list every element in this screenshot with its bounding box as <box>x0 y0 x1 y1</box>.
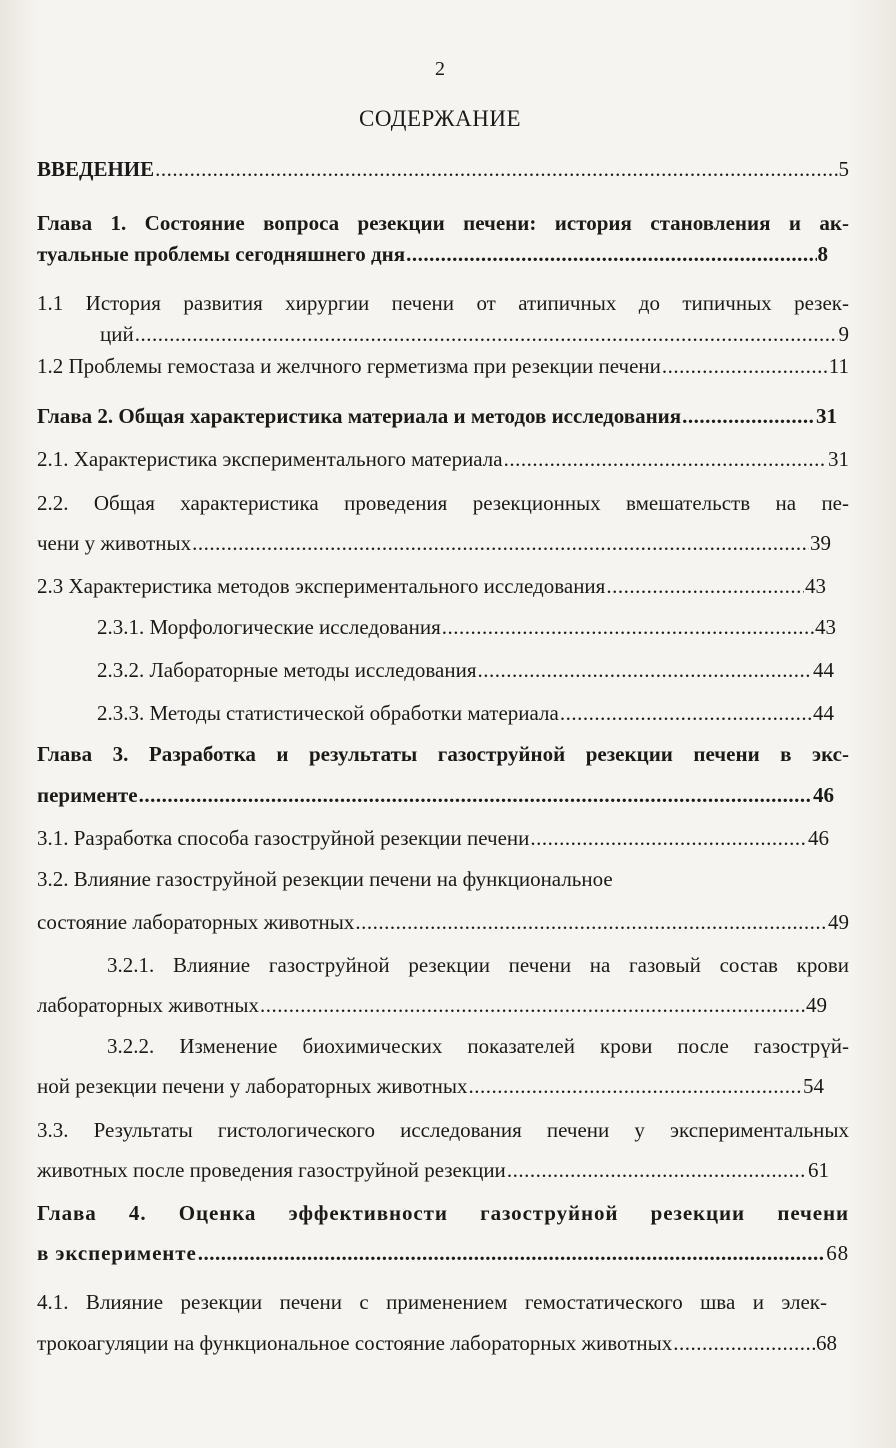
dot-leader <box>469 1073 802 1099</box>
toc-entry-section-3-2-2[interactable] <box>37 1073 824 1099</box>
toc-entry-title: состояние лабораторных животных <box>37 910 355 934</box>
toc-entry-section-1-1[interactable] <box>100 321 849 347</box>
toc-section-3-2-1-line1[interactable]: 3.2.1. Влияние газоструйной резекции печени на газовый состав крови <box>107 953 849 977</box>
toc-entry-title: 2.3.3. Методы статистической обработки материала <box>97 701 559 725</box>
toc-entry-title: чени у животных <box>37 531 192 555</box>
toc-section-4-1-line1[interactable]: 4.1. Влияние резекции печени с применением гемостатического шва и элек- <box>37 1290 827 1314</box>
dot-leader <box>198 1240 825 1266</box>
toc-entry-title: 2.1. Характеристика экспериментального материала <box>37 447 503 471</box>
dot-leader <box>139 782 812 808</box>
toc-page-number: 39 <box>810 531 831 555</box>
toc-page-number: 44 <box>813 701 834 725</box>
toc-section-3-2-2-line1[interactable]: 3.2.2. Изменение биохимических показателей крови после газострүй- <box>107 1034 849 1058</box>
toc-section-3-2-line1[interactable]: 3.2. Влияние газоструйной резекции печени на функциональное <box>37 867 613 891</box>
toc-page-number: 31 <box>816 404 837 428</box>
page-number: 2 <box>435 58 445 80</box>
toc-page-number: 44 <box>813 658 834 682</box>
dot-leader <box>606 573 804 599</box>
toc-chapter-3-line1[interactable]: Глава 3. Разработка и результаты газоструйной резекции печени в экс- <box>37 742 849 766</box>
dot-leader <box>682 403 815 429</box>
toc-entry-title: в эксперименте <box>37 1241 197 1265</box>
toc-entry-title: ной резекции печени у лабораторных животных <box>37 1074 468 1098</box>
toc-entry-chapter-4[interactable] <box>37 1240 849 1266</box>
toc-entry-section-4-1[interactable] <box>37 1330 837 1356</box>
toc-entry-intro[interactable] <box>37 156 849 182</box>
toc-entry-section-3-1[interactable] <box>37 825 829 851</box>
toc-entry-section-1-2[interactable] <box>37 353 849 379</box>
dot-leader <box>135 321 838 347</box>
toc-entry-title: животных после проведения газоструйной резекции <box>37 1158 506 1182</box>
dot-leader <box>673 1330 815 1356</box>
toc-page-number: 31 <box>828 447 849 471</box>
toc-section-3-3-line1[interactable]: 3.3. Результаты гистологического исследования печени у экспериментальных <box>37 1118 849 1142</box>
toc-entry-section-3-2-1[interactable] <box>37 992 827 1018</box>
dot-leader <box>192 530 809 556</box>
toc-entry-chapter-1[interactable] <box>37 241 828 267</box>
toc-page-number: 46 <box>813 783 834 807</box>
toc-entry-chapter-3[interactable] <box>37 782 834 808</box>
dot-leader <box>406 241 816 267</box>
toc-entry-section-2-3-1[interactable] <box>97 614 836 640</box>
toc-entry-title: ций <box>100 322 134 346</box>
toc-page-number: 43 <box>805 574 826 598</box>
toc-entry-chapter-2[interactable] <box>37 403 837 429</box>
toc-page-number: 11 <box>828 354 849 378</box>
toc-entry-section-2-3-3[interactable] <box>97 700 834 726</box>
toc-chapter-4-line1[interactable]: Глава 4. Оценка эффективности газоструйной резекции печени <box>37 1201 849 1225</box>
toc-entry-title: трокоагуляции на функциональное состояние лабораторных животных <box>37 1331 673 1355</box>
toc-entry-section-2-1[interactable] <box>37 446 849 472</box>
dot-leader <box>560 700 812 726</box>
toc-entry-section-3-3[interactable] <box>37 1157 829 1183</box>
toc-page-number: 5 <box>838 157 849 181</box>
toc-page-number: 8 <box>817 242 828 266</box>
toc-entry-title: туальные проблемы сегодняшнего дня <box>37 242 406 266</box>
toc-entry-section-2-3-2[interactable] <box>97 657 834 683</box>
toc-entry-section-2-3[interactable] <box>37 573 826 599</box>
toc-entry-title: ВВЕДЕНИЕ <box>37 157 155 181</box>
dot-leader <box>155 156 837 182</box>
dot-leader <box>442 614 814 640</box>
dot-leader <box>477 657 812 683</box>
toc-entry-title: перименте <box>37 783 138 807</box>
toc-entry-title: 2.3 Характеристика методов экспериментального исследования <box>37 574 606 598</box>
toc-chapter-1-line1[interactable]: Глава 1. Состояние вопроса резекции печени: история становления и ак- <box>37 211 849 235</box>
dot-leader <box>504 446 827 472</box>
toc-entry-title: лабораторных животных <box>37 993 260 1017</box>
toc-entry-title: 2.3.2. Лабораторные методы исследования <box>97 658 477 682</box>
toc-page-number: 68 <box>826 1241 849 1265</box>
toc-entry-title: 2.3.1. Морфологические исследования <box>97 615 441 639</box>
toc-page-number: 46 <box>808 826 829 850</box>
dot-leader <box>507 1157 807 1183</box>
toc-entry-title: 3.1. Разработка способа газоструйной резекции печени <box>37 826 530 850</box>
toc-page-number: 68 <box>816 1331 837 1355</box>
dot-leader <box>530 825 807 851</box>
toc-page-number: 9 <box>838 322 849 346</box>
toc-entry-section-2-2[interactable] <box>37 530 831 556</box>
toc-page-number: 43 <box>815 615 836 639</box>
dot-leader <box>355 909 827 935</box>
toc-section-2-2-line1[interactable]: 2.2. Общая характеристика проведения резекционных вмешательств на пе- <box>37 491 849 515</box>
page-title: СОДЕРЖАНИЕ <box>358 106 521 131</box>
toc-entry-section-3-2[interactable] <box>37 909 849 935</box>
toc-page-number: 49 <box>806 993 827 1017</box>
toc-entry-title: 1.2 Проблемы гемостаза и желчного герметизма при резекции печени <box>37 354 661 378</box>
dot-leader <box>260 992 805 1018</box>
toc-entry-title: Глава 2. Общая характеристика материала и методов исследования <box>37 404 682 428</box>
toc-page-number: 54 <box>803 1074 824 1098</box>
toc-page-number: 61 <box>808 1158 829 1182</box>
toc-section-1-1-line1[interactable]: 1.1 История развития хирургии печени от атипичных до типичных резек- <box>37 291 849 315</box>
toc-page-number: 49 <box>828 910 849 934</box>
dot-leader <box>662 353 828 379</box>
